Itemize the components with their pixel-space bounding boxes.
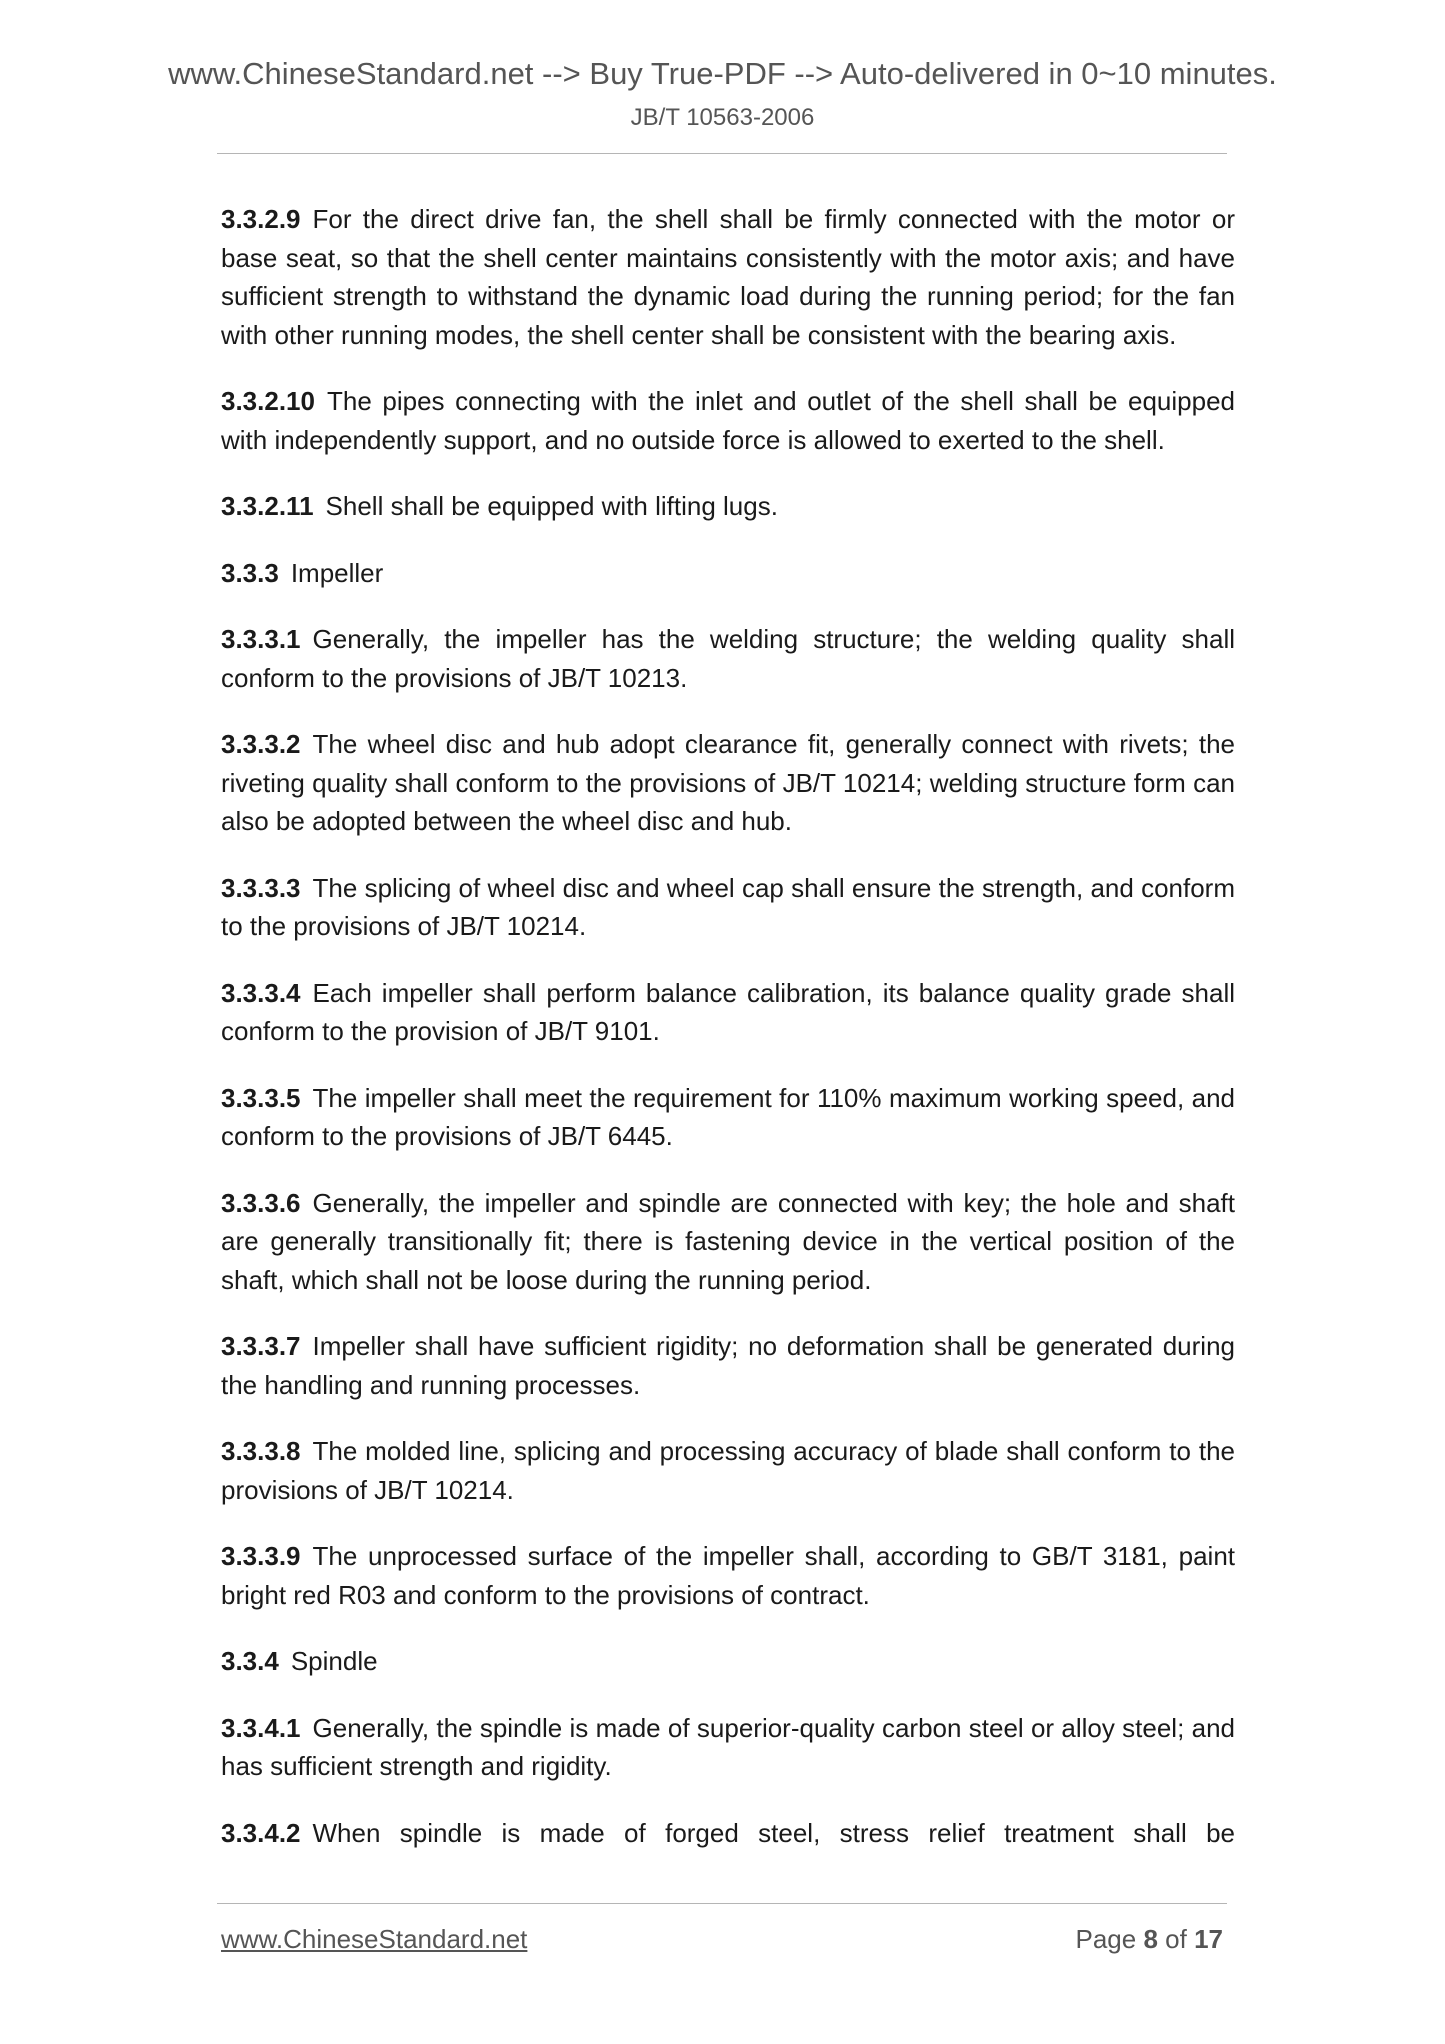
clause-number: 3.3.3.4 [221,977,301,1008]
clause-text: Generally, the impeller has the welding structure; the welding quality shall conform to the provisions of JB/T 10213. [221,624,1235,693]
clause-text: For the direct drive fan, the shell shall be firmly connected with the motor or base seat, so that the shell center maintains consistently with the motor axis; and have sufficient strength to withstand the dynamic load during the running period; for the fan with other running modes, the shell center shall be consistent with the bearing axis. [221,204,1235,350]
clause-3-3-3-1 [221,620,1235,697]
section-title: Impeller [290,557,384,588]
document-code: JB/T 10563-2006 [630,104,815,131]
clause-3-3-3-9 [221,1537,1235,1614]
clause-3-3-3-2 [221,725,1235,841]
clause-text: The pipes connecting with the inlet and outlet of the shell shall be equipped with independently support, and no outside force is allowed to exerted to the shell. [221,386,1235,455]
clause-3-3-3-7 [221,1327,1235,1404]
page-indicator [1075,1924,1223,1955]
page-total: 17 [1194,1924,1223,1954]
clause-number: 3.3.3.1 [221,624,301,654]
clause-number: 3.3.3.6 [221,1187,301,1218]
footer-divider [217,1903,1227,1904]
clause-text: The impeller shall meet the requirement for 110% maximum working speed, and conform to the provisions of JB/T 6445. [221,1082,1235,1151]
section-number: 3.3.3 [221,557,279,588]
clause-text: The wheel disc and hub adopt clearance fit, generally connect with rivets; the riveting quality shall conform to the provisions of JB/T 10214; welding structure form can also be adopted between the wheel disc and hub. [221,729,1235,836]
clause-3-3-4-1 [221,1709,1235,1786]
document-body [221,200,1235,1880]
page-current: 8 [1143,1924,1158,1954]
section-title: Spindle [290,1646,378,1676]
clause-number: 3.3.3.5 [221,1082,301,1113]
clause-number: 3.3.3.2 [221,729,301,759]
clause-text: Shell shall be equipped with lifting lugs. [325,491,778,521]
clause-3-3-3-8 [221,1432,1235,1509]
clause-text: The unprocessed surface of the impeller shall, according to GB/T 3181, paint bright red R03 and conform to the provisions of contract. [221,1541,1235,1610]
clause-number: 3.3.2.11 [221,491,314,521]
clause-text: Generally, the spindle is made of superior-quality carbon steel or alloy steel; and has sufficient strength and rigidity. [221,1712,1235,1781]
clause-text: When spindle is made of forged steel, stress relief treatment shall be [312,1817,1235,1848]
clause-3-3-3-3 [221,869,1235,946]
clause-number: 3.3.2.9 [221,204,301,234]
clause-number: 3.3.2.10 [221,386,315,416]
section-heading-spindle [221,1642,1235,1681]
clause-3-3-3-4 [221,974,1235,1051]
clause-number: 3.3.4.2 [221,1817,301,1848]
page-of: of [1165,1924,1187,1954]
clause-3-3-2-9 [221,200,1235,354]
page-prefix: Page [1075,1924,1137,1954]
clause-3-3-2-10 [221,382,1235,459]
clause-3-3-2-11 [221,487,1235,526]
section-number: 3.3.4 [221,1646,279,1676]
clause-text: The molded line, splicing and processing accuracy of blade shall conform to the provisions of JB/T 10214. [221,1436,1235,1505]
section-heading-impeller [221,554,1235,593]
top-banner[interactable]: www.ChineseStandard.net --> Buy True-PDF --> Auto-delivered in 0~10 minutes. [168,56,1277,91]
clause-number: 3.3.4.1 [221,1712,301,1743]
clause-number: 3.3.3.7 [221,1331,301,1361]
clause-number: 3.3.3.8 [221,1436,301,1466]
clause-text: Generally, the impeller and spindle are connected with key; the hole and shaft are generally transitionally fit; there is fastening device in the vertical position of the shaft, which shall not be loose during the running period. [221,1187,1235,1295]
clause-text: The splicing of wheel disc and wheel cap shall ensure the strength, and conform to the provisions of JB/T 10214. [221,872,1235,941]
clause-number: 3.3.3.3 [221,872,301,903]
clause-text: Each impeller shall perform balance calibration, its balance quality grade shall conform to the provision of JB/T 9101. [221,977,1235,1046]
clause-3-3-3-6 [221,1184,1235,1300]
clause-3-3-4-2 [221,1814,1235,1853]
footer-website-link[interactable]: www.ChineseStandard.net [221,1924,528,1954]
header-divider [217,153,1227,154]
clause-number: 3.3.3.9 [221,1541,301,1571]
clause-3-3-3-5 [221,1079,1235,1156]
clause-text: Impeller shall have sufficient rigidity; no deformation shall be generated during the handling and running processes. [221,1331,1235,1400]
